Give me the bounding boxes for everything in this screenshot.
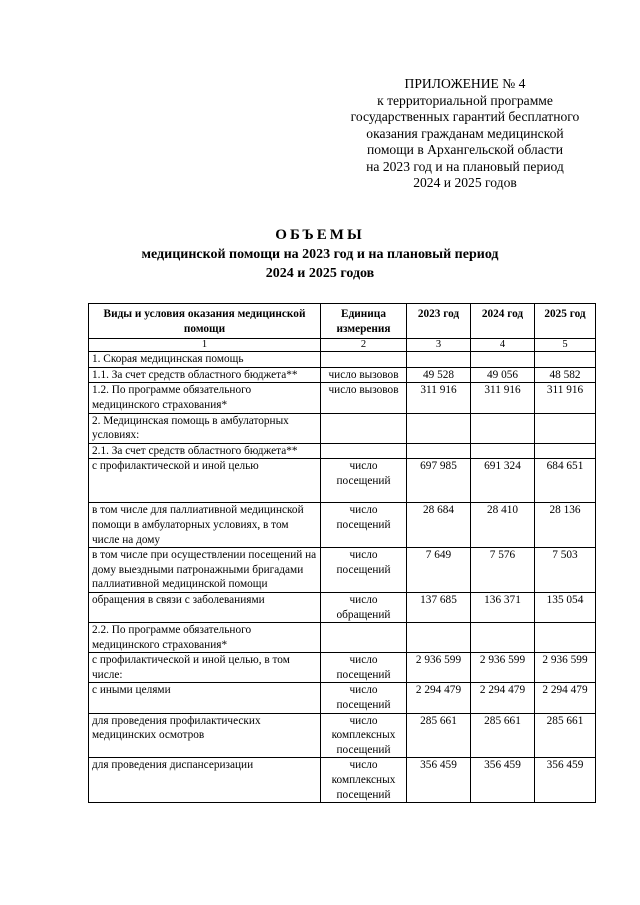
column-number: 1 bbox=[89, 339, 321, 352]
table-row bbox=[89, 383, 596, 413]
row-value-2023: 697 985 bbox=[407, 459, 471, 503]
table-row bbox=[89, 459, 596, 503]
row-value-2023: 49 528 bbox=[407, 367, 471, 383]
row-value-2024 bbox=[471, 413, 535, 443]
table-row bbox=[89, 503, 596, 548]
row-value-2025: 684 651 bbox=[535, 459, 596, 503]
row-unit: число посещений bbox=[321, 653, 407, 683]
volumes-table bbox=[88, 303, 596, 803]
table-row bbox=[89, 592, 596, 622]
table-row bbox=[89, 758, 596, 803]
header-unit: Единица измерения bbox=[321, 304, 407, 339]
row-name: 2.1. За счет средств областного бюджета** bbox=[89, 443, 321, 459]
row-value-2025 bbox=[535, 623, 596, 653]
row-value-2023: 28 684 bbox=[407, 503, 471, 548]
row-value-2023 bbox=[407, 352, 471, 368]
row-value-2024: 311 916 bbox=[471, 383, 535, 413]
row-unit: число посещений bbox=[321, 503, 407, 548]
row-unit: число комплексных посещений bbox=[321, 758, 407, 803]
row-name: для проведения профилактических медицинских осмотров bbox=[89, 713, 321, 758]
row-value-2025: 311 916 bbox=[535, 383, 596, 413]
column-number: 4 bbox=[471, 339, 535, 352]
row-value-2025: 2 294 479 bbox=[535, 683, 596, 713]
row-value-2024: 2 294 479 bbox=[471, 683, 535, 713]
appendix-line: 2024 и 2025 годов bbox=[413, 175, 517, 190]
row-value-2023: 137 685 bbox=[407, 592, 471, 622]
document-heading bbox=[0, 226, 640, 283]
row-value-2025: 285 661 bbox=[535, 713, 596, 758]
row-value-2025: 28 136 bbox=[535, 503, 596, 548]
row-name: 1. Скорая медицинская помощь bbox=[89, 352, 321, 368]
row-value-2024 bbox=[471, 623, 535, 653]
row-unit bbox=[321, 413, 407, 443]
row-unit: число посещений bbox=[321, 683, 407, 713]
row-value-2025: 7 503 bbox=[535, 548, 596, 593]
row-value-2024 bbox=[471, 443, 535, 459]
row-unit: число комплексных посещений bbox=[321, 713, 407, 758]
table-header-row bbox=[89, 304, 596, 339]
row-value-2025: 135 054 bbox=[535, 592, 596, 622]
row-name: в том числе при осуществлении посещений на дому выездными патронажными бригадами паллиативной медицинской помощи bbox=[89, 548, 321, 593]
row-value-2024: 285 661 bbox=[471, 713, 535, 758]
row-unit: число обращений bbox=[321, 592, 407, 622]
appendix-caption bbox=[320, 76, 610, 192]
row-value-2025 bbox=[535, 443, 596, 459]
row-unit bbox=[321, 443, 407, 459]
table-row bbox=[89, 443, 596, 459]
table-row bbox=[89, 367, 596, 383]
header-kind: Виды и условия оказания медицинской помощи bbox=[89, 304, 321, 339]
row-value-2025: 48 582 bbox=[535, 367, 596, 383]
appendix-line: ПРИЛОЖЕНИЕ № 4 bbox=[404, 76, 526, 91]
column-number: 2 bbox=[321, 339, 407, 352]
row-value-2025 bbox=[535, 413, 596, 443]
row-name: 2.2. По программе обязательного медицинского страхования* bbox=[89, 623, 321, 653]
row-value-2024: 49 056 bbox=[471, 367, 535, 383]
row-name: для проведения диспансеризации bbox=[89, 758, 321, 803]
row-unit bbox=[321, 352, 407, 368]
header-2025: 2025 год bbox=[535, 304, 596, 339]
table-row bbox=[89, 548, 596, 593]
header-2023: 2023 год bbox=[407, 304, 471, 339]
row-value-2023: 356 459 bbox=[407, 758, 471, 803]
table-row bbox=[89, 623, 596, 653]
table-row bbox=[89, 413, 596, 443]
row-unit: число вызовов bbox=[321, 383, 407, 413]
table-row bbox=[89, 653, 596, 683]
row-value-2023 bbox=[407, 623, 471, 653]
row-unit: число вызовов bbox=[321, 367, 407, 383]
row-name: 1.1. За счет средств областного бюджета** bbox=[89, 367, 321, 383]
column-number-row bbox=[89, 339, 596, 352]
row-value-2023: 7 649 bbox=[407, 548, 471, 593]
row-name: 2. Медицинская помощь в амбулаторных условиях: bbox=[89, 413, 321, 443]
row-value-2023: 311 916 bbox=[407, 383, 471, 413]
appendix-line: государственных гарантий бесплатного bbox=[350, 109, 580, 124]
appendix-line: на 2023 год и на плановый период bbox=[366, 158, 564, 174]
appendix-line: к территориальной программе bbox=[377, 92, 553, 108]
row-value-2023 bbox=[407, 443, 471, 459]
row-value-2025 bbox=[535, 352, 596, 368]
row-name: 1.2. По программе обязательного медицинского страхования* bbox=[89, 383, 321, 413]
row-name: обращения в связи с заболеваниями bbox=[89, 592, 321, 622]
table-row bbox=[89, 352, 596, 368]
document-title: ОБЪЕМЫ bbox=[275, 227, 365, 243]
document-subtitle-years: 2024 и 2025 годов bbox=[265, 266, 375, 281]
row-unit: число посещений bbox=[321, 459, 407, 503]
row-name: с иными целями bbox=[89, 683, 321, 713]
row-value-2025: 356 459 bbox=[535, 758, 596, 803]
appendix-line: помощи в Архангельской области bbox=[367, 142, 563, 157]
column-number: 5 bbox=[535, 339, 596, 352]
appendix-line: оказания гражданам медицинской bbox=[366, 125, 564, 141]
row-value-2024: 136 371 bbox=[471, 592, 535, 622]
header-2024: 2024 год bbox=[471, 304, 535, 339]
row-value-2023: 285 661 bbox=[407, 713, 471, 758]
row-name: с профилактической и иной целью, в том числе: bbox=[89, 653, 321, 683]
row-name: в том числе для паллиативной медицинской помощи в амбулаторных условиях, в том числе на дому bbox=[89, 503, 321, 548]
row-value-2023: 2 936 599 bbox=[407, 653, 471, 683]
row-value-2023 bbox=[407, 413, 471, 443]
table-row bbox=[89, 713, 596, 758]
row-value-2024: 691 324 bbox=[471, 459, 535, 503]
row-unit bbox=[321, 623, 407, 653]
row-value-2024: 28 410 bbox=[471, 503, 535, 548]
row-value-2024 bbox=[471, 352, 535, 368]
document-subtitle: медицинской помощи на 2023 год и на плановый период bbox=[141, 247, 499, 262]
table-row bbox=[89, 683, 596, 713]
row-unit: число посещений bbox=[321, 548, 407, 593]
row-value-2024: 7 576 bbox=[471, 548, 535, 593]
row-value-2024: 2 936 599 bbox=[471, 653, 535, 683]
row-value-2024: 356 459 bbox=[471, 758, 535, 803]
column-number: 3 bbox=[407, 339, 471, 352]
row-name: с профилактической и иной целью bbox=[89, 459, 321, 503]
row-value-2023: 2 294 479 bbox=[407, 683, 471, 713]
row-value-2025: 2 936 599 bbox=[535, 653, 596, 683]
